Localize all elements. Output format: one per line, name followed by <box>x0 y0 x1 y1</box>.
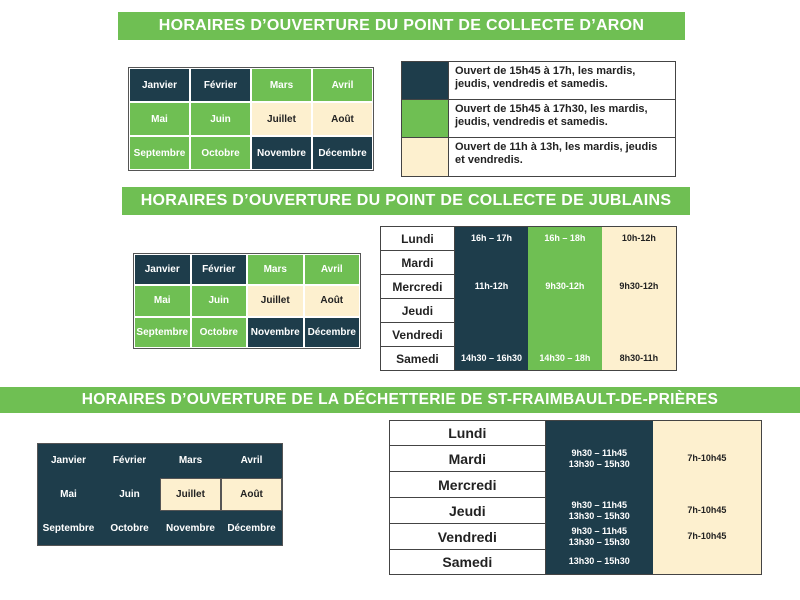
dechetterie-day-vendredi: Vendredi <box>390 524 546 550</box>
dechetterie-month-novembre: Novembre <box>160 511 221 545</box>
dechetterie-vendredi-dark <box>545 524 653 550</box>
dechetterie-month-mai: Mai <box>38 478 99 512</box>
aron-title-banner <box>118 12 685 40</box>
dechetterie-month-aout: Août <box>221 478 282 512</box>
aron-legend-row-green <box>402 100 675 138</box>
dechetterie-day-lundi: Lundi <box>390 421 546 446</box>
aron-legend-swatch-dark <box>402 62 449 99</box>
jublains-day-mercredi: Mercredi <box>381 275 455 299</box>
dechetterie-jeudi-cream: 7h-10h45 <box>653 498 762 524</box>
dechetterie-samedi-dark-line1: 13h30 – 15h30 <box>568 556 630 567</box>
aron-month-juin: Juin <box>190 102 251 136</box>
jublains-month-mai: Mai <box>134 285 191 316</box>
jublains-vendredi-dark <box>454 323 528 347</box>
dechetterie-mardi-dark-line1: 9h30 – 11h45 <box>571 447 627 458</box>
jublains-schedule-table <box>380 226 677 371</box>
jublains-lundi-cream: 10h-12h <box>602 227 677 251</box>
dechetterie-schedule-table <box>389 420 762 575</box>
jublains-month-decembre: Décembre <box>304 317 361 348</box>
aron-legend-row-cream <box>402 138 675 176</box>
jublains-title: HORAIRES D’OUVERTURE DU POINT DE COLLECTE DE JUBLAINS <box>140 192 672 209</box>
dechetterie-lundi-dark <box>545 421 653 446</box>
jublains-month-octobre: Octobre <box>191 317 248 348</box>
dechetterie-row-mardi <box>390 446 762 472</box>
aron-month-mars: Mars <box>251 68 312 102</box>
aron-month-novembre: Novembre <box>251 136 312 170</box>
jublains-day-mardi: Mardi <box>381 251 455 275</box>
dechetterie-months-grid <box>37 443 283 546</box>
jublains-month-aout: Août <box>304 285 361 316</box>
dechetterie-mardi-cream: 7h-10h45 <box>653 446 762 472</box>
aron-legend-swatch-cream <box>402 138 449 176</box>
aron-month-octobre: Octobre <box>190 136 251 170</box>
jublains-day-lundi: Lundi <box>381 227 455 251</box>
jublains-title-banner <box>122 187 690 215</box>
jublains-mercredi-dark: 11h-12h <box>454 275 528 299</box>
jublains-months-grid <box>133 253 361 349</box>
dechetterie-row-lundi <box>390 421 762 446</box>
dechetterie-samedi-dark <box>545 550 653 575</box>
jublains-row-mercredi <box>381 275 677 299</box>
dechetterie-month-avril: Avril <box>221 444 282 478</box>
dechetterie-month-juillet: Juillet <box>160 478 221 512</box>
jublains-month-fevrier: Février <box>191 254 248 285</box>
dechetterie-title: HORAIRES D’OUVERTURE DE LA DÉCHETTERIE DE ST-FRAIMBAULT-DE-PRIÈRES <box>81 391 719 408</box>
jublains-month-novembre: Novembre <box>247 317 304 348</box>
dechetterie-month-juin: Juin <box>99 478 160 512</box>
aron-month-janvier: Janvier <box>129 68 190 102</box>
dechetterie-vendredi-dark-line1: 9h30 – 11h45 <box>571 525 627 536</box>
jublains-vendredi-cream <box>602 323 677 347</box>
dechetterie-day-jeudi: Jeudi <box>390 498 546 524</box>
dechetterie-vendredi-cream: 7h-10h45 <box>653 524 762 550</box>
dechetterie-mardi-dark-line2: 13h30 – 15h30 <box>568 458 630 469</box>
dechetterie-row-vendredi <box>390 524 762 550</box>
dechetterie-day-mardi: Mardi <box>390 446 546 472</box>
dechetterie-month-janvier: Janvier <box>38 444 99 478</box>
jublains-mardi-cream <box>602 251 677 275</box>
jublains-day-vendredi: Vendredi <box>381 323 455 347</box>
jublains-vendredi-green <box>528 323 602 347</box>
dechetterie-mercredi-cream <box>653 472 762 498</box>
aron-legend <box>401 61 676 177</box>
dechetterie-lundi-cream <box>653 421 762 446</box>
dechetterie-jeudi-dark-line1: 9h30 – 11h45 <box>571 499 627 510</box>
dechetterie-mardi-dark <box>545 446 653 472</box>
jublains-month-juin: Juin <box>191 285 248 316</box>
jublains-month-avril: Avril <box>304 254 361 285</box>
aron-legend-swatch-green <box>402 100 449 137</box>
jublains-mardi-dark <box>454 251 528 275</box>
aron-month-juillet: Juillet <box>251 102 312 136</box>
jublains-jeudi-dark <box>454 299 528 323</box>
jublains-row-samedi <box>381 347 677 371</box>
aron-month-septembre: Septembre <box>129 136 190 170</box>
jublains-lundi-green: 16h – 18h <box>528 227 602 251</box>
dechetterie-samedi-cream <box>653 550 762 575</box>
aron-legend-text-cream: Ouvert de 11h à 13h, les mardis, jeudis et vendredis. <box>455 141 658 166</box>
dechetterie-vendredi-dark-line2: 13h30 – 15h30 <box>568 536 630 547</box>
jublains-samedi-cream: 8h30-11h <box>602 347 677 371</box>
aron-month-aout: Août <box>312 102 373 136</box>
dechetterie-jeudi-dark-line2: 13h30 – 15h30 <box>568 510 630 521</box>
dechetterie-jeudi-dark <box>545 498 653 524</box>
jublains-lundi-dark: 16h – 17h <box>454 227 528 251</box>
dechetterie-month-octobre: Octobre <box>99 511 160 545</box>
dechetterie-row-samedi <box>390 550 762 575</box>
jublains-row-lundi <box>381 227 677 251</box>
aron-month-mai: Mai <box>129 102 190 136</box>
jublains-mercredi-green: 9h30-12h <box>528 275 602 299</box>
aron-month-avril: Avril <box>312 68 373 102</box>
aron-legend-text-dark: Ouvert de 15h45 à 17h, les mardis, jeudis, vendredis et samedis. <box>455 65 636 90</box>
jublains-day-samedi: Samedi <box>381 347 455 371</box>
dechetterie-month-decembre: Décembre <box>221 511 282 545</box>
jublains-mardi-green <box>528 251 602 275</box>
jublains-samedi-green: 14h30 – 18h <box>528 347 602 371</box>
jublains-day-jeudi: Jeudi <box>381 299 455 323</box>
dechetterie-mercredi-dark <box>545 472 653 498</box>
jublains-row-mardi <box>381 251 677 275</box>
dechetterie-day-samedi: Samedi <box>390 550 546 575</box>
aron-legend-text-green: Ouvert de 15h45 à 17h30, les mardis, jeudis, vendredis et samedis. <box>455 103 648 128</box>
dechetterie-row-jeudi <box>390 498 762 524</box>
jublains-row-jeudi <box>381 299 677 323</box>
jublains-jeudi-green <box>528 299 602 323</box>
jublains-mercredi-cream: 9h30-12h <box>602 275 677 299</box>
dechetterie-month-septembre: Septembre <box>38 511 99 545</box>
aron-month-decembre: Décembre <box>312 136 373 170</box>
aron-title: HORAIRES D’OUVERTURE DU POINT DE COLLECTE D’ARON <box>158 17 645 34</box>
dechetterie-row-mercredi <box>390 472 762 498</box>
aron-month-fevrier: Février <box>190 68 251 102</box>
aron-months-grid <box>128 67 374 171</box>
jublains-jeudi-cream <box>602 299 677 323</box>
dechetterie-day-mercredi: Mercredi <box>390 472 546 498</box>
jublains-month-juillet: Juillet <box>247 285 304 316</box>
jublains-row-vendredi <box>381 323 677 347</box>
jublains-month-mars: Mars <box>247 254 304 285</box>
dechetterie-month-fevrier: Février <box>99 444 160 478</box>
jublains-month-janvier: Janvier <box>134 254 191 285</box>
jublains-month-septembre: Septembre <box>134 317 191 348</box>
aron-legend-row-dark <box>402 62 675 100</box>
dechetterie-title-banner <box>0 387 800 413</box>
dechetterie-month-mars: Mars <box>160 444 221 478</box>
jublains-samedi-dark: 14h30 – 16h30 <box>454 347 528 371</box>
